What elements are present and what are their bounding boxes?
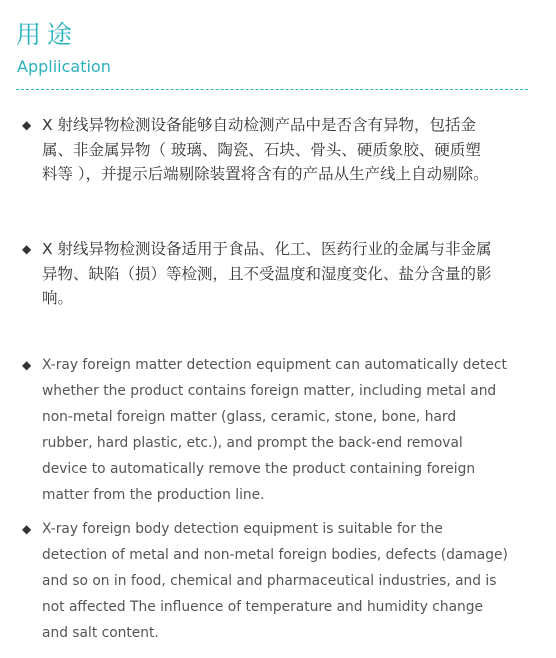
paragraph-en-2 xyxy=(22,516,508,646)
dashed-divider xyxy=(16,89,528,90)
paragraph-text: X 射线异物检测设备能够自动检测产品中是否含有异物，包括金属、非金属异物（ 玻璃、陶瓷、石块、骨头、硬质象胶、硬质塑料等 ），并提示后端剔除装置将含有的产品从生产线上自动剔除。 xyxy=(42,116,489,183)
diamond-bullet-icon: ◆ xyxy=(22,522,32,536)
section-title-en: Appliication xyxy=(17,57,111,76)
paragraph-cn-2 xyxy=(22,237,492,311)
paragraph-text: X 射线异物检测设备适用于食品、化工、医药行业的金属与非金属异物、缺陷（损）等检测，且不受温度和湿度变化、盐分含量的影响。 xyxy=(42,240,492,307)
section-title-cn: 用途 xyxy=(16,20,79,49)
paragraph-cn-1 xyxy=(22,113,492,187)
diamond-bullet-icon: ◆ xyxy=(22,358,32,372)
diamond-bullet-icon: ◆ xyxy=(22,118,32,132)
diamond-bullet-icon: ◆ xyxy=(22,242,32,256)
paragraph-en-1 xyxy=(22,352,508,508)
paragraph-text: X-ray foreign body detection equipment is suitable for the detection of metal and non-metal foreign bodies, defects (damage) and so on in food, chemical and pharmaceutical industries, and is not affected The influence of temperature and humidity change and salt content. xyxy=(42,521,508,641)
paragraph-text: X-ray foreign matter detection equipment can automatically detect whether the product contains foreign matter, including metal and non-metal foreign matter (glass, ceramic, stone, bone, hard rubber, hard plastic, etc.), and prompt the back-end removal device to automatically remove the product containing foreign matter from the production line. xyxy=(42,357,507,503)
